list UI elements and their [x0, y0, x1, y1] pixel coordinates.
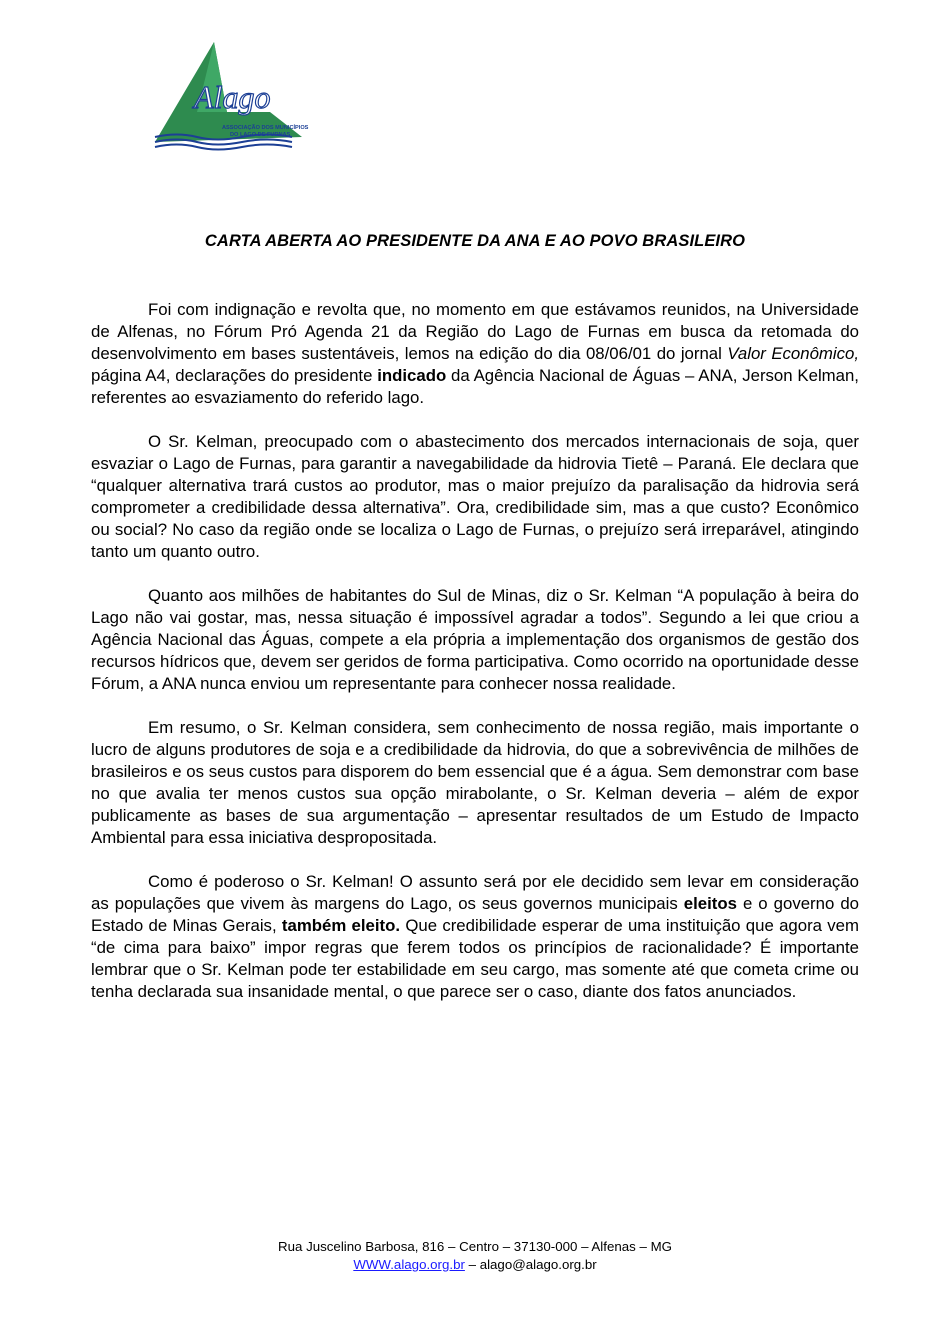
emphasis-indicado: indicado [377, 366, 447, 385]
paragraph-5 [91, 871, 859, 1003]
paragraph-5-text-b: e o governo do Estado de Minas Gerais, [91, 894, 859, 935]
logo-subtitle-1: ASSOCIAÇÃO DOS MUNICÍPIOS [222, 125, 309, 131]
letter-body [91, 299, 859, 1025]
alago-logo-graphic [152, 42, 312, 154]
footer-separator: – [464, 1257, 480, 1272]
paragraph-1-text-a: Foi com indignação e revolta que, no momento em que estávamos reunidos, na Universidade de Alfenas, no Fórum Pró Agenda 21 da Região do Lago de Furnas em busca da retomada do desenvolvimento em bases sustentáveis, lemos na edição do dia 08/06/01 do jornal [91, 300, 859, 363]
paragraph-5-text-c: Que credibilidade esperar de uma instituição que agora vem “de cima para baixo” impor regras que ferem todos os princípios de racionalidade? É importante lembrar que o Sr. Kelman pode ter estabilidade em seu cargo, mas somente até que cometa crime ou tenha declarada sua insanidade mental, o que parece ser o caso, diante dos fatos anunciados. [91, 916, 859, 1001]
paragraph-1-text-c: da Agência Nacional de Águas – ANA, Jerson Kelman, referentes ao esvaziamento do referido lago. [91, 366, 859, 407]
document-title: CARTA ABERTA AO PRESIDENTE DA ANA E AO POVO BRASILEIRO [204, 232, 746, 250]
footer [0, 1238, 950, 1274]
alago-logo [152, 42, 312, 154]
paragraph-1 [91, 299, 859, 409]
footer-address: Rua Juscelino Barbosa, 816 – Centro – 37130-000 – Alfenas – MG [278, 1239, 672, 1254]
paragraph-3: Quanto aos milhões de habitantes do Sul de Minas, diz o Sr. Kelman “A população à beira do Lago não vai gostar, mas, nessa situação é impossível agradar a todos”. Segundo a lei que criou a Agência Nacional das Águas, compete a ela própria a implementação dos organismos de gestão dos recursos hídricos que, devem ser geridos de forma participativa. Como ocorrido na oportunidade desse Fórum, a ANA nunca enviou um representante para conhecer nossa realidade. [91, 586, 859, 693]
emphasis-tambem-eleito: também eleito. [281, 916, 401, 935]
paragraph-5-text-a: Como é poderoso o Sr. Kelman! O assunto será por ele decidido sem levar em consideração as populações que vivem às margens do Lago, os seus governos municipais [91, 872, 859, 913]
emphasis-eleitos: eleitos [683, 894, 737, 913]
paragraph-4: Em resumo, o Sr. Kelman considera, sem conhecimento de nossa região, mais importante o lucro de alguns produtores de soja e a credibilidade da hidrovia, do que a sobrevivência de milhões de brasileiros e os seus custos para disporem do bem essencial que é a água. Sem demonstrar com base no que avalia ter menos custos sua opção mirabolante, o Sr. Kelman deveria – além de expor publicamente as bases de sua argumentação – apresentar resultados de um Estudo de Impacto Ambiental para essa iniciativa despropositada. [91, 718, 859, 847]
paragraph-1-text-b: página A4, declarações do presidente [91, 366, 378, 385]
footer-contact [0, 1256, 950, 1274]
logo-name: Alago [194, 79, 271, 115]
logo-subtitle-2: DO LAGO DE FURNAS [230, 132, 291, 138]
email-address: alago@alago.org.br [479, 1257, 597, 1272]
paragraph-2: O Sr. Kelman, preocupado com o abastecimento dos mercados internacionais de soja, quer esvaziar o Lago de Furnas, para garantir a navegabilidade da hidrovia Tietê – Paraná. Ele declara que “qualquer alternativa trará custos ao produtor, mas o maior prejuízo da paralisação da hidrovia será comprometer a credibilidade dessa alternativa”. Ora, credibilidade sim, mas a que custo? Econômico ou social? No caso da região onde se localiza o Lago de Furnas, o prejuízo será irreparável, atingindo tanto um quanto outro. [91, 432, 859, 561]
newspaper-name: Valor Econômico, [727, 344, 860, 363]
website-link[interactable]: WWW.alago.org.br [353, 1257, 465, 1272]
